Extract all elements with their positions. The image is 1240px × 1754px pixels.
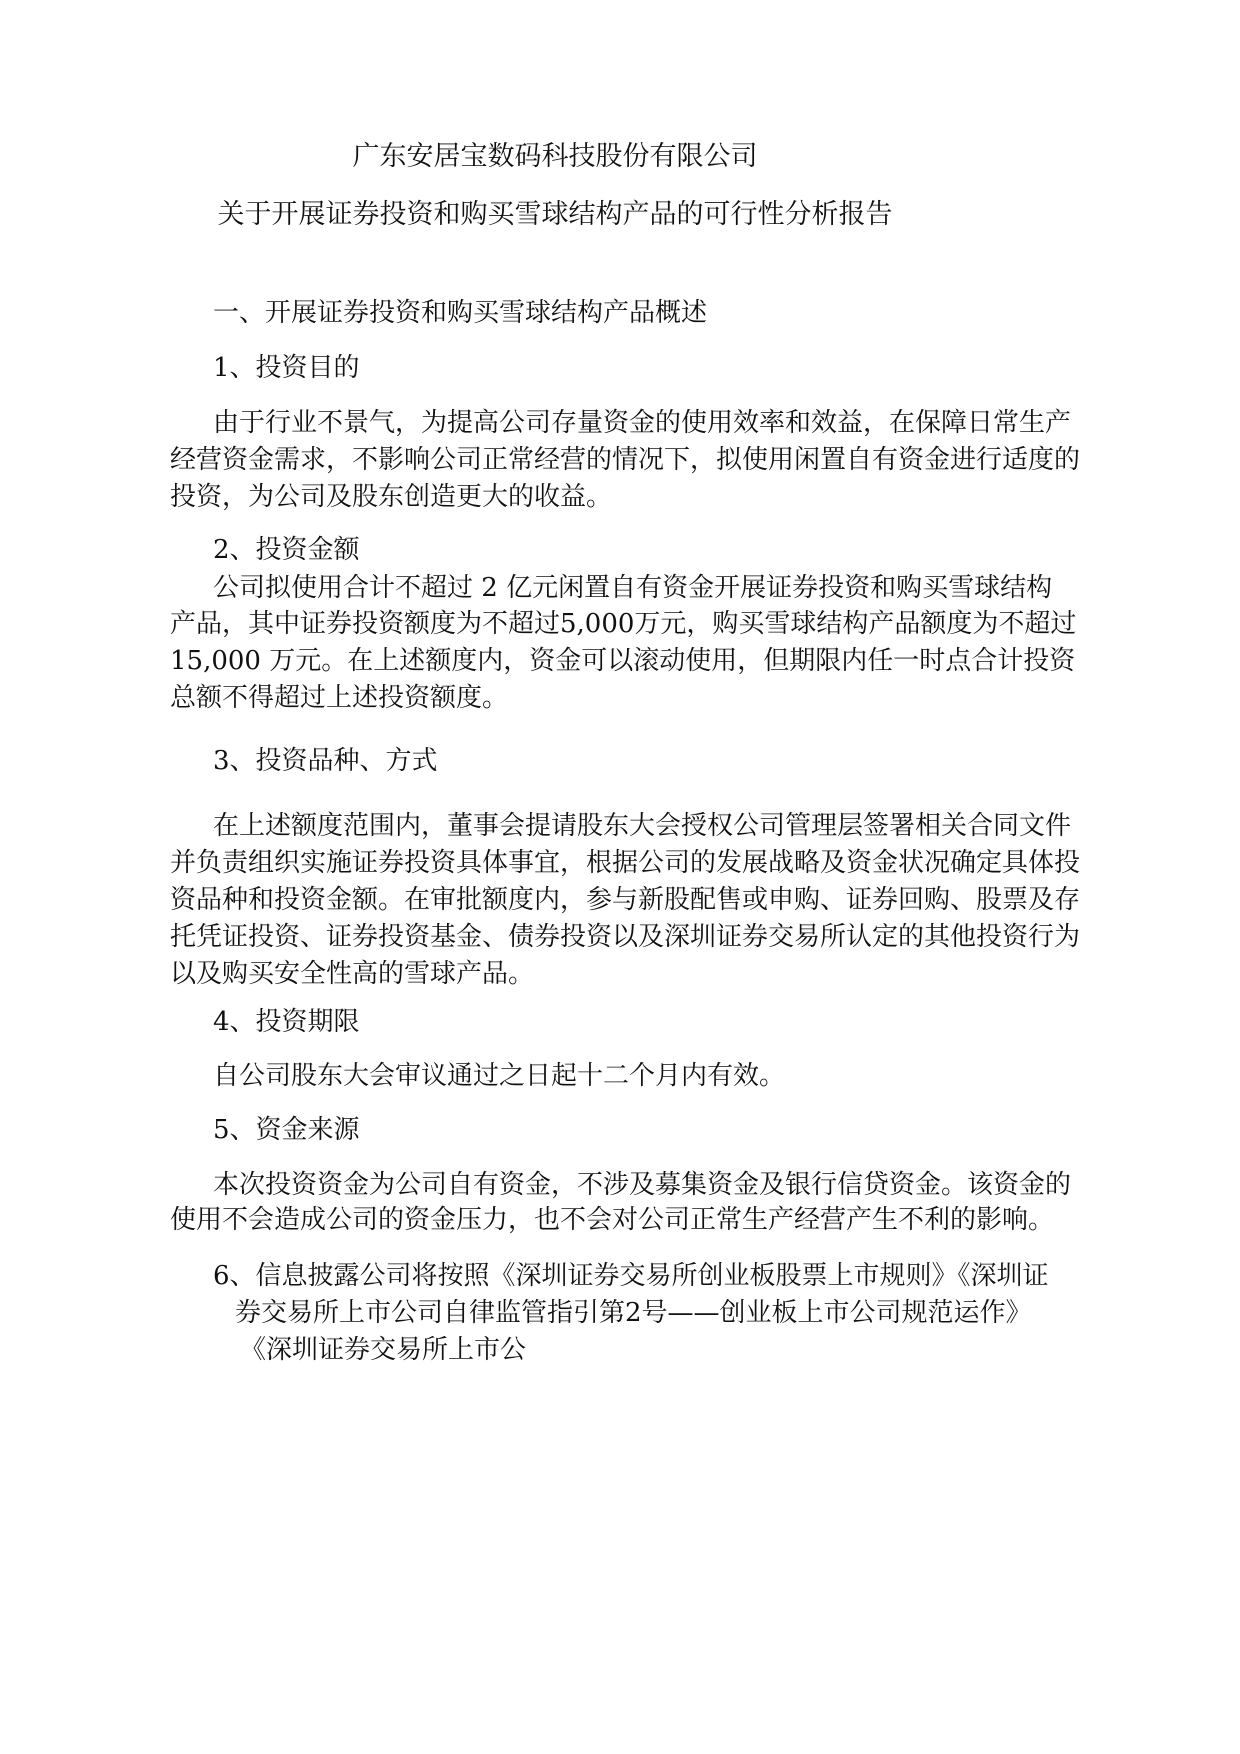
item-heading-1: 1、投资目的 (213, 353, 360, 383)
item-heading-3: 3、投资品种、方式 (213, 746, 438, 776)
paragraph-line: 使用不会造成公司的资金压力，也不会对公司正常生产经营产生不利的影响。 (170, 1205, 1055, 1235)
paragraph-line: 在上述额度范围内，董事会提请股东大会授权公司管理层签署相关合同文件 (213, 811, 1072, 841)
paragraph-line: 总额不得超过上述投资额度。 (170, 683, 509, 713)
company-title: 广东安居宝数码科技股份有限公司 (352, 141, 758, 172)
report-title: 关于开展证券投资和购买雪球结构产品的可行性分析报告 (217, 199, 893, 230)
paragraph-line: 由于行业不景气，为提高公司存量资金的使用效率和效益，在保障日常生产 (213, 408, 1072, 438)
paragraph-line: 经营资金需求，不影响公司正常经营的情况下，拟使用闲置自有资金进行适度的 (170, 445, 1081, 475)
item-heading-4: 4、投资期限 (213, 1007, 360, 1037)
paragraph-line: 资品种和投资金额。在审批额度内，参与新股配售或申购、证券回购、股票及存 (170, 885, 1081, 915)
paragraph-line: 公司拟使用合计不超过 2 亿元闲置自有资金开展证券投资和购买雪球结构 (213, 573, 1053, 603)
paragraph-line: 产品，其中证券投资额度为不超过5,000万元，购买雪球结构产品额度为不超过 (170, 609, 1077, 639)
paragraph-line: 并负责组织实施证券投资具体事宜，根据公司的发展战略及资金状况确定具体投 (170, 848, 1081, 878)
paragraph-line: 15,000 万元。在上述额度内，资金可以滚动使用，但期限内任一时点合计投资 (170, 646, 1076, 676)
paragraph-line: 托凭证投资、证券投资基金、债券投资以及深圳证券交易所认定的其他投资行为 (170, 922, 1081, 952)
paragraph-line: 投资，为公司及股东创造更大的收益。 (170, 482, 613, 512)
paragraph-line: 以及购买安全性高的雪球产品。 (170, 959, 535, 989)
paragraph-line: 券交易所上市公司自律监管指引第2号——创业板上市公司规范运作》 (235, 1298, 1032, 1328)
section-heading: 一、开展证券投资和购买雪球结构产品概述 (213, 298, 708, 328)
paragraph-line: 自公司股东大会审议通过之日起十二个月内有效。 (213, 1061, 786, 1091)
item-heading-2: 2、投资金额 (213, 535, 360, 565)
item-heading-6: 6、信息披露公司将按照《深圳证券交易所创业板股票上市规则》《深圳证 (213, 1261, 1049, 1291)
item-heading-5: 5、资金来源 (213, 1115, 360, 1145)
paragraph-line: 《深圳证券交易所上市公 (240, 1335, 527, 1365)
paragraph-line: 本次投资资金为公司自有资金，不涉及募集资金及银行信贷资金。该资金的 (213, 1170, 1072, 1200)
